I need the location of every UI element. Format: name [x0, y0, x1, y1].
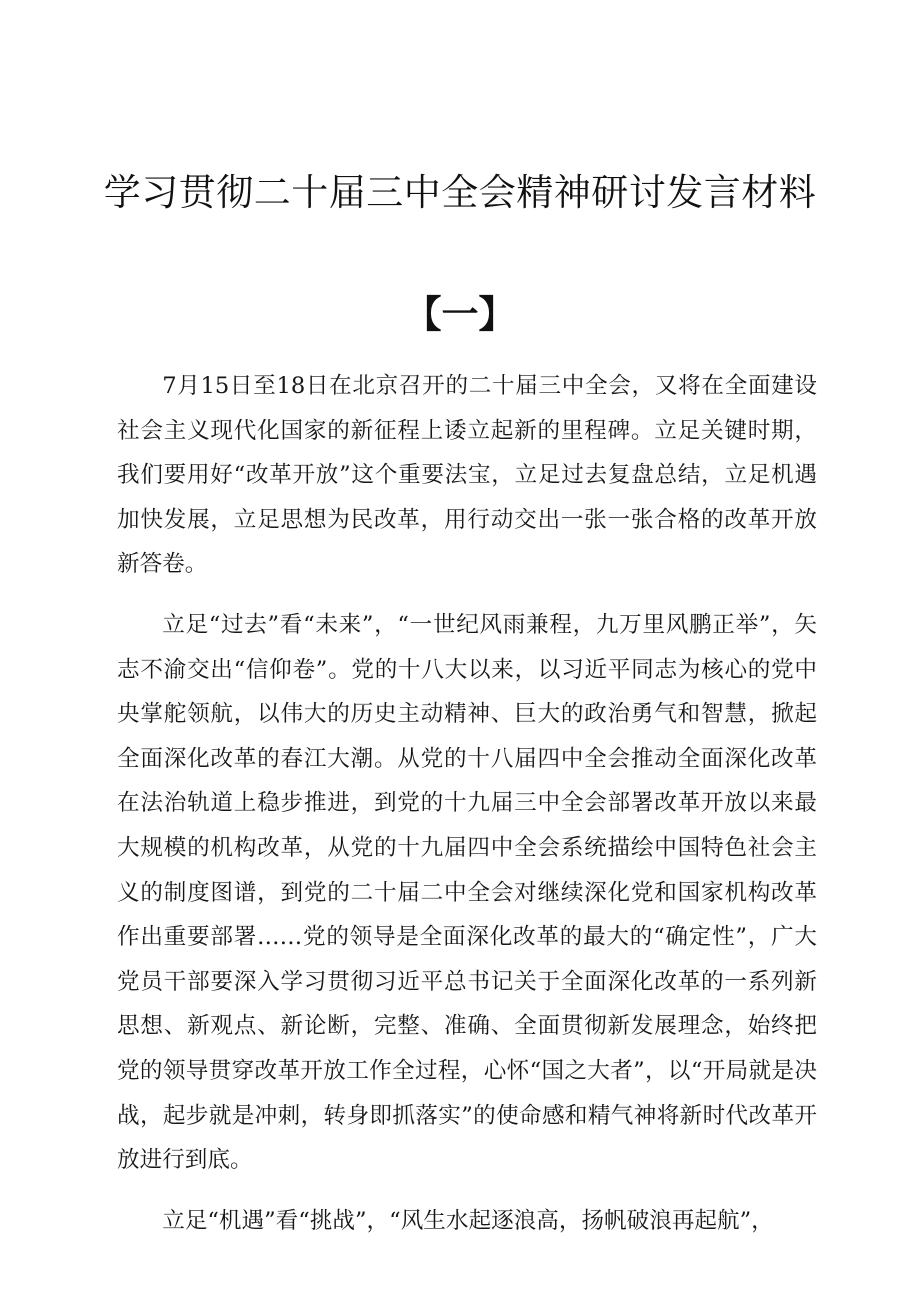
- section-heading: 【一】: [404, 293, 516, 336]
- paragraph-2: 立足“过去”看“未来”，“一世纪风雨兼程，九万里风鹏正举”，矢志不渝交出“信仰卷”。党的十八大以来，以习近平同志为核心的党中央掌舵领航，以伟大的历史主动精神、巨大的政治勇气和智慧，掀起全面深化改革的春江大潮。从党的十八届四中全会推动全面深化改革在法治轨道上稳步推进，到党的十九届三中全会部署改革开放以来最大规模的机构改革，从党的十九届四中全会系统描绘中国特色社会主义的制度图谱，到党的二十届二中全会对继续深化党和国家机构改革作出重要部署……党的领导是全面深化改革的最大的“确定性”，广大党员干部要深入学习贯彻习近平总书记关于全面深化改革的一系列新思想、新观点、新论断，完整、准确、全面贯彻新发展理念，始终把党的领导贯穿改革开放工作全过程，心怀“国之大者”，以“开局就是决战，起步就是冲刺，转身即抓落实”的使命感和精气神将新时代改革开放进行到底。: [117, 611, 817, 1174]
- document-body: [117, 364, 817, 1259]
- document-title: 学习贯彻二十届三中全会精神研讨发言材料: [103, 171, 817, 214]
- paragraph-1: 7月15日至18日在北京召开的二十届三中全会，又将在全面建设社会主义现代化国家的新征程上诿立起新的里程碑。立足关键时期，我们要用好“改革开放”这个重要法宝，立足过去复盘总结，立足机遇加快发展，立足思想为民改革，用行动交出一张一张合格的改革开放新答卷。: [117, 373, 817, 578]
- paragraph-3: 立足“机遇”看“挑战”，“风生水起逐浪高，扬帆破浪再起航”，: [162, 1207, 774, 1234]
